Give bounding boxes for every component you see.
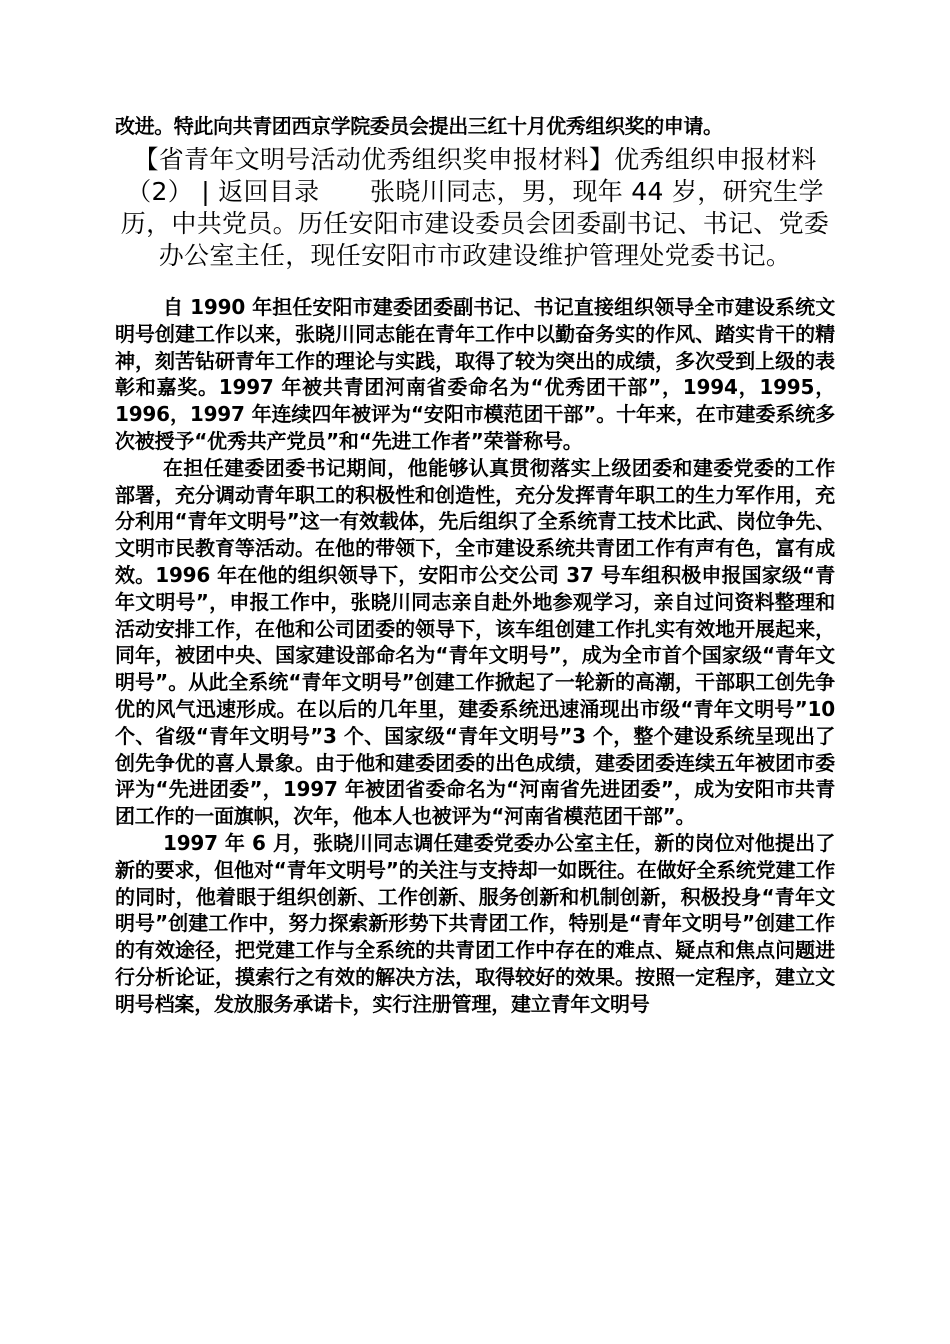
lead-line: 改进。特此向共青团西京学院委员会提出三红十月优秀组织奖的申请。: [115, 114, 723, 138]
paragraph: 1997 年 6 月，张晓川同志调任建委党委办公室主任，新的岗位对他提出了新的要求，但他对“青年文明号”的关注与支持却一如既往。在做好全系统党建工作的同时，他着眼于组织创新、工作创新、服务创新和机制创新，积极投身“青年文明号”创建工作中，努力探索新形势下共青团工作，特别是“青年文明号”创建工作的有效途径，把党建工作与全系统的共青团工作中存在的难点、疑点和焦点问题进行分析论证，摸索行之有效的解决方法，取得较好的效果。按照一定程序，建立文明号档案，发放服务承诺卡，实行注册管理，建立青年文明号: [115, 830, 835, 1016]
paragraph: 自 1990 年担任安阳市建委团委副书记、书记直接组织领导全市建设系统文明号创建工作以来，张晓川同志能在青年工作中以勤奋务实的作风、踏实肯干的精神，刻苦钻研青年工作的理论与实践，取得了较为突出的成绩，多次受到上级的表彰和嘉奖。1997 年被共青团河南省委命名为“优秀团干部”，1994，1995，1996，1997 年连续四年被评为“安阳市模范团干部”。十年来，在市建委系统多次被授予“优秀共产党员”和“先进工作者”荣誉称号。: [115, 295, 835, 453]
paragraph: 在担任建委团委书记期间，他能够认真贯彻落实上级团委和建委党委的工作部署，充分调动青年职工的积极性和创造性，充分发挥青年职工的生力军作用，充分利用“青年文明号”这一有效载体，先后组织了全系统青工技术比武、岗位争先、文明市民教育等活动。在他的带领下，全市建设系统共青团工作有声有色，富有成效。1996 年在他的组织领导下，安阳市公交公司 37 号车组积极申报国家级“青年文明号”，申报工作中，张晓川同志亲自赴外地参观学习，亲自过问资料整理和活动安排工作，在他和公司团委的领导下，该车组创建工作扎实有效地开展起来，同年，被团中央、国家建设部命名为“青年文明号”，成为全市首个国家级“青年文明号”。从此全系统“青年文明号”创建工作掀起了一轮新的高潮，干部职工创先争优的风气迅速形成。在以后的几年里，建委系统迅速涌现出市级“青年文明号”10 个、省级“青年文明号”3 个、国家级“青年文明号”3 个，整个建设系统呈现出了创先争优的喜人景象。由于他和建委团委的出色成绩，建委团委连续五年被团市委评为“先进团委”，1997 年被团省委命名为“河南省先进团委”，成为安阳市共青团工作的一面旗帜，次年，他本人也被评为“河南省模范团干部”。: [115, 455, 835, 829]
document-heading: 【省青年文明号活动优秀组织奖申报材料】优秀组织申报材料（2） | 返回目录 张晓川同志，男，现年 44 岁，研究生学历，中共党员。历任安阳市建设委员会团委副书记、书记、党委办公室主任，现任安阳市市政建设维护管理处党委书记。: [120, 145, 830, 270]
document-page: [115, 112, 835, 1018]
body-text: [115, 294, 835, 1018]
